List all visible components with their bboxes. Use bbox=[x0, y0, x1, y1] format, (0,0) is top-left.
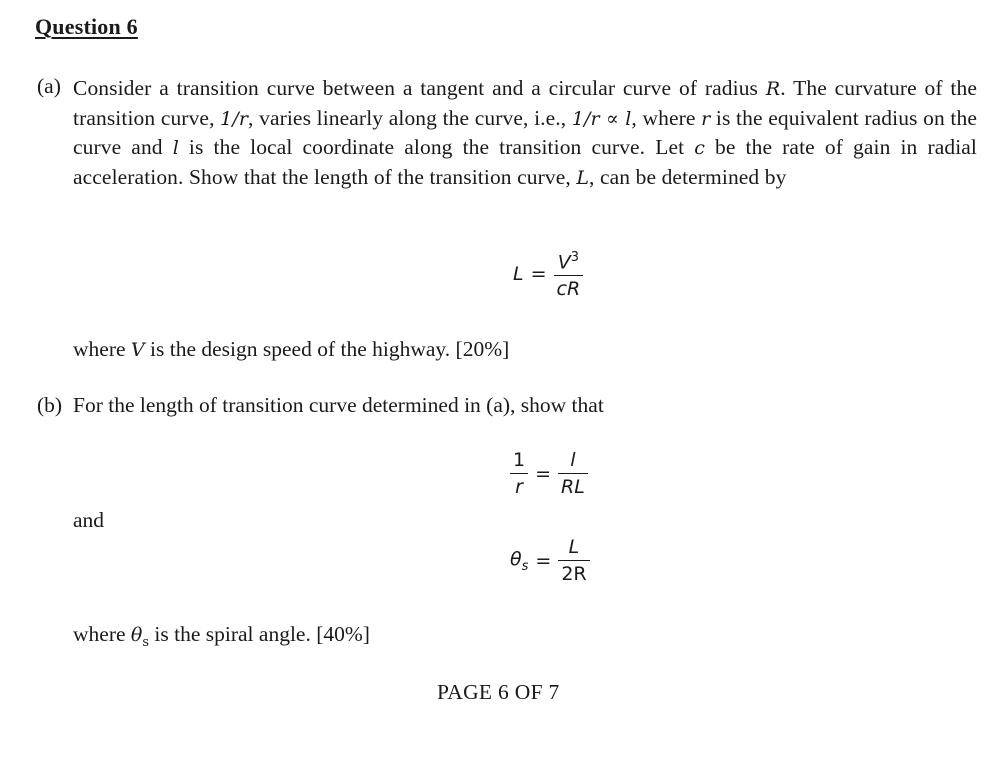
part-a-where bbox=[73, 337, 509, 362]
question-title: Question 6 bbox=[35, 14, 138, 39]
math-L: L bbox=[576, 166, 590, 189]
eq-b1-equals: = bbox=[535, 462, 552, 485]
math-V: V bbox=[130, 339, 145, 361]
page-footer: PAGE 6 OF 7 bbox=[437, 680, 560, 704]
part-a-text-1: Consider a transition curve between a tangent and a circular curve of radius bbox=[73, 76, 766, 100]
eq-a-lhs: L bbox=[513, 262, 524, 285]
equation-spiral-angle bbox=[510, 534, 590, 587]
eq-b1-lhs-den: r bbox=[515, 476, 523, 498]
eq-b2-equals: = bbox=[535, 549, 552, 572]
math-theta-s bbox=[130, 624, 150, 650]
and-word: and bbox=[73, 508, 105, 532]
math-theta: θ bbox=[130, 624, 143, 646]
eq-a-fraction bbox=[554, 245, 584, 302]
math-c: c bbox=[694, 137, 705, 160]
part-b-text: For the length of transition curve determined in (a), show that bbox=[73, 393, 604, 417]
part-a-text-3: , varies linearly along the curve, i.e., bbox=[248, 105, 572, 130]
eq-b1-lhs-num: 1 bbox=[513, 449, 526, 471]
part-a-paragraph bbox=[73, 74, 977, 192]
equation-length bbox=[513, 245, 583, 302]
part-b-label: (b) bbox=[37, 393, 63, 417]
part-a-text-2: . The curvature of the transition curve, bbox=[73, 76, 977, 130]
eq-b2-lhs bbox=[510, 548, 528, 574]
math-R: R bbox=[765, 78, 781, 100]
math-proportional: 1/r ∝ l bbox=[571, 107, 632, 130]
math-l: l bbox=[172, 137, 179, 160]
eq-b1-rhs-den: RL bbox=[561, 476, 585, 498]
eq-b2-rhs-num: L bbox=[568, 536, 580, 558]
part-a-text-4: , where bbox=[631, 105, 702, 130]
eq-b2-rhs-den: 2R bbox=[561, 563, 587, 585]
part-a-text-5: is the equivalent radius on the curve and bbox=[73, 105, 977, 160]
eq-b2-rhs-fraction bbox=[558, 534, 589, 587]
part-a-where-text-2: is the design speed of the highway. [20%] bbox=[144, 337, 510, 361]
part-a-text-8: , can be determined by bbox=[589, 164, 787, 189]
part-a-where-text-1: where bbox=[73, 337, 131, 361]
part-a-label: (a) bbox=[37, 74, 61, 98]
part-b-where-text-1: where bbox=[73, 622, 131, 646]
part-b-where bbox=[73, 622, 370, 650]
equation-curvature bbox=[510, 447, 588, 500]
eq-b2-lhs-base: θ bbox=[510, 547, 522, 570]
eq-a-num-exp: 3 bbox=[570, 250, 579, 265]
eq-a-equals: = bbox=[530, 262, 547, 285]
eq-b1-rhs-fraction bbox=[558, 447, 588, 500]
part-b-where-text-2: is the spiral angle. [40%] bbox=[149, 622, 370, 646]
eq-a-numerator bbox=[555, 245, 582, 275]
math-one-over-r: 1/r bbox=[220, 107, 249, 130]
eq-a-num-base: V bbox=[557, 251, 571, 274]
eq-b1-lhs-fraction bbox=[510, 447, 528, 500]
eq-a-denominator: cR bbox=[556, 278, 581, 301]
eq-b1-rhs-num: l bbox=[570, 449, 576, 471]
eq-b2-lhs-sub: s bbox=[521, 558, 529, 574]
part-a-text-7: be the rate of gain in radial acceleration. Show that the length of the transition curve, bbox=[73, 135, 977, 189]
math-r: r bbox=[701, 107, 711, 130]
math-theta-sub: s bbox=[142, 634, 150, 650]
part-a-text-6: is the local coordinate along the transition curve. Let bbox=[178, 135, 695, 160]
